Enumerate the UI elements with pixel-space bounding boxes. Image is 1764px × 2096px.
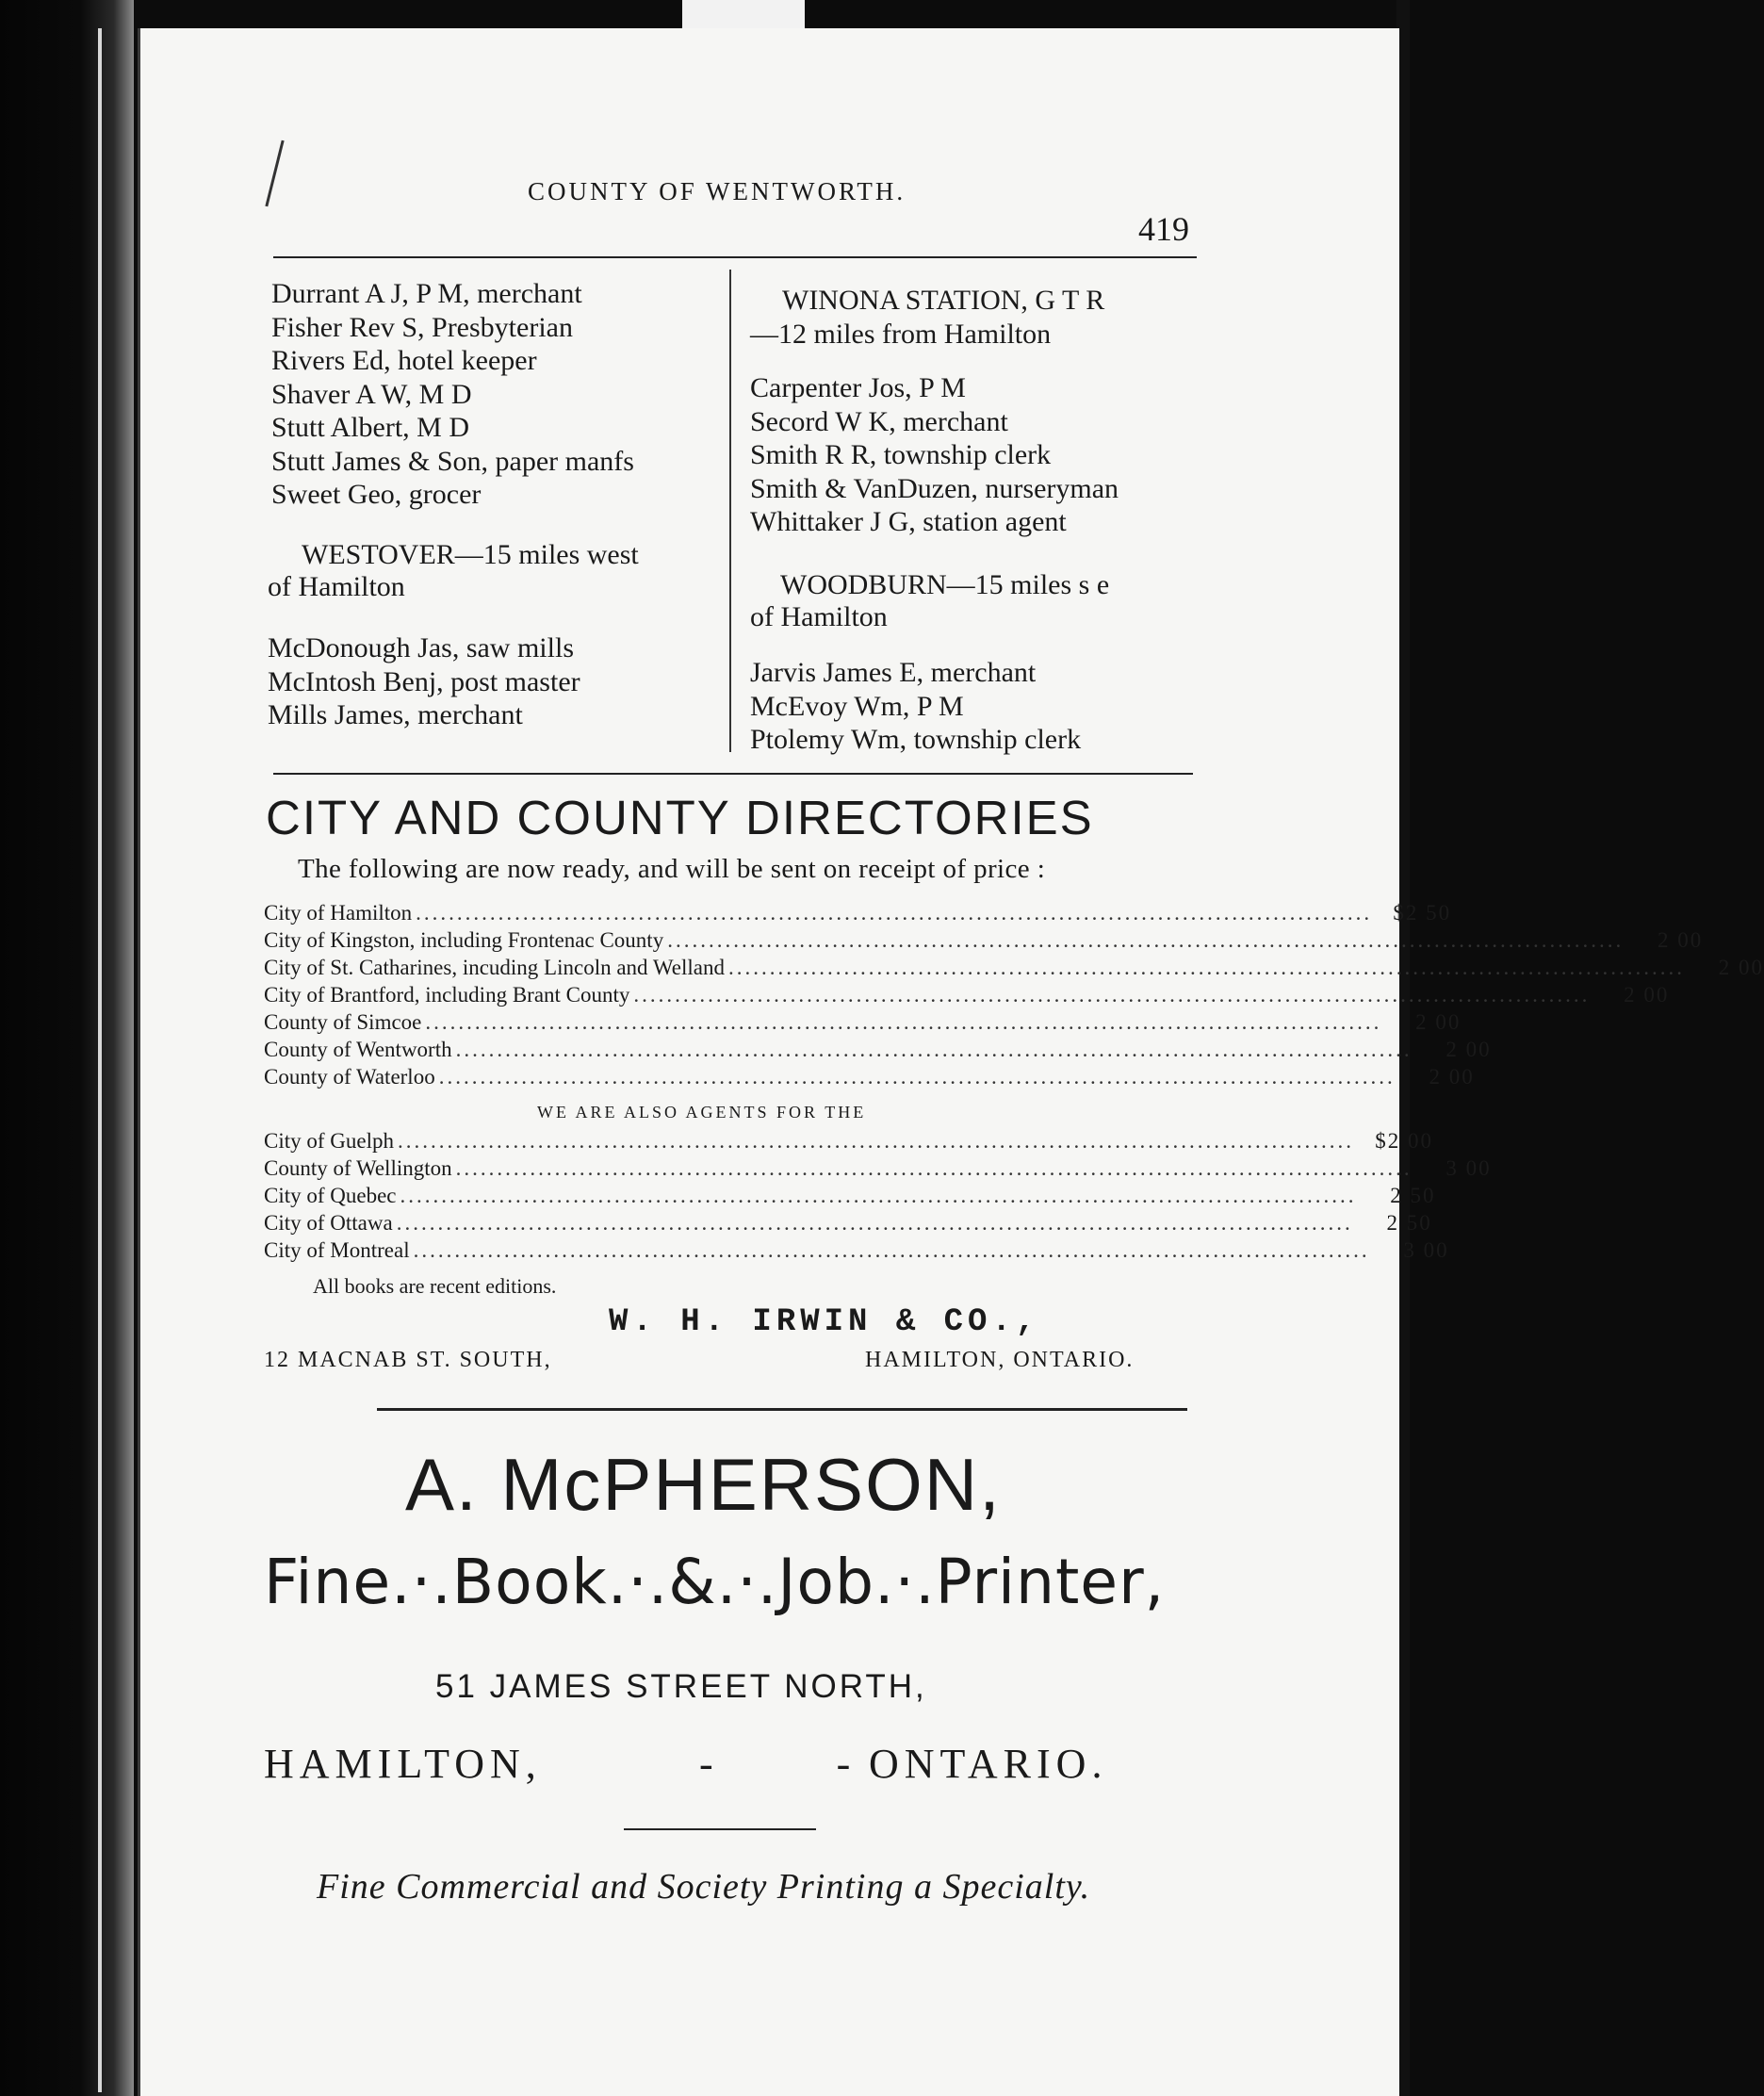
directory-name: City of Quebec [264,1184,397,1207]
directory-price: 2 50 [1386,1211,1432,1235]
directory-name: City of Brantford, including Brant County [264,983,630,1007]
westover-heading-cont: of Hamilton [268,571,405,602]
listing-entry: Ptolemy Wm, township clerk [750,724,1082,755]
directory-name: City of Hamilton [264,901,413,925]
listing-entry: Mills James, merchant [268,699,523,730]
westover-listings [268,631,580,732]
listing-entry: Smith & VanDuzen, nurseryman [750,472,1119,504]
agents-heading: WE ARE ALSO AGENTS FOR THE [537,1103,867,1122]
leader-dots: .................................................................................................................... [455,1156,1413,1180]
price-row [264,1010,1462,1038]
listing-entry: McDonough Jas, saw mills [268,632,574,663]
leader-dots: .................................................................................................................... [455,1038,1413,1061]
winona-heading: WINONA STATION, G T R [782,285,1105,316]
column-divider [729,270,731,752]
directory-name: County of Simcoe [264,1010,422,1034]
directory-name: City of Montreal [264,1238,410,1262]
directory-name: County of Waterloo [264,1065,435,1089]
printer-specialty: Fine Commercial and Society Printing a Specialty. [317,1867,1091,1907]
directory-name: City of Kingston, including Frontenac County [264,928,664,952]
directories-intro: The following are now ready, and will be sent on receipt of price : [298,854,1046,884]
directory-price: 2 00 [1446,1038,1492,1061]
printer-province: ONTARIO. [869,1741,1108,1787]
price-row [264,928,1704,956]
printer-dashes: - - [699,1741,907,1787]
listing-entry: Shaver A W, M D [271,378,472,410]
directory-price: 2 00 [1718,956,1764,979]
scan-edge-line [98,28,102,2092]
listing-entry: McEvoy Wm, P M [750,690,964,722]
leader-dots: .................................................................................................................... [438,1065,1396,1089]
publisher-city: HAMILTON, ONTARIO. [865,1348,1135,1372]
directory-price: 2 50 [1390,1184,1436,1207]
directory-price: 2 00 [1657,928,1704,952]
listing-entry: Secord W K, merchant [750,405,1008,437]
directory-name: County of Wellington [264,1156,452,1180]
leader-dots: .................................................................................................................... [727,956,1685,979]
price-row [264,1038,1492,1065]
listing-entry: Durrant A J, P M, merchant [271,278,582,309]
listing-entry: Sweet Geo, grocer [271,479,482,510]
listing-entry: Smith R R, township clerk [750,439,1052,470]
printer-tagline: Fine.·.Book.·.&.·.Job.·.Printer, [264,1546,1166,1618]
woodburn-listings [750,656,1081,757]
agents-price-list [264,1129,1492,1266]
directory-price: 2 00 [1415,1010,1462,1034]
woodburn-heading-cont: of Hamilton [750,601,888,632]
price-row [264,901,1452,928]
directory-name: City of Guelph [264,1129,394,1153]
publisher-name: W. H. IRWIN & CO., [609,1304,1040,1340]
ad-rule [377,1408,1187,1411]
listing-entry: Stutt Albert, M D [271,412,470,443]
short-rule [624,1828,816,1830]
listing-entry: Carpenter Jos, P M [750,372,966,403]
directories-title: CITY AND COUNTY DIRECTORIES [266,791,1094,844]
price-row [264,1129,1433,1156]
winona-listings [750,371,1119,539]
directory-name: City of St. Catharines, incuding Lincoln and Welland [264,956,725,979]
directory-price: 2 00 [1429,1065,1475,1089]
listing-entry: Stutt James & Son, paper manfs [271,445,634,477]
price-row [264,983,1670,1010]
woodburn-heading: WOODBURN—15 miles s e [780,569,1110,600]
listing-entry: Whittaker J G, station agent [750,506,1067,537]
leader-dots: .................................................................................................................... [633,983,1591,1007]
directory-price: 2 00 [1624,983,1670,1007]
price-row [264,956,1764,983]
directory-price: $2 00 [1375,1129,1433,1153]
leader-dots: .................................................................................................................... [396,1211,1353,1235]
price-row [264,1156,1492,1184]
listing-entry: McIntosh Benj, post master [268,665,580,697]
directory-name: County of Wentworth [264,1038,452,1061]
leader-dots: .................................................................................................................... [425,1010,1382,1034]
ready-price-list [264,901,1764,1092]
printer-city: HAMILTON, [264,1741,542,1787]
price-row [264,1065,1475,1092]
price-row [264,1238,1449,1266]
scan-left-margin [0,0,134,2096]
editions-note: All books are recent editions. [313,1274,557,1298]
directory-price: 3 00 [1403,1238,1449,1262]
directory-price: $2 50 [1393,901,1452,925]
leader-dots: .................................................................................................................... [667,928,1625,952]
left-listings [271,277,634,512]
leader-dots: .................................................................................................................... [413,1238,1370,1262]
directory-name: City of Ottawa [264,1211,393,1235]
listing-entry: Jarvis James E, merchant [750,657,1037,688]
publisher-street: 12 MACNAB ST. SOUTH, [264,1348,552,1372]
leader-dots: .................................................................................................................... [400,1184,1357,1207]
price-row [264,1184,1436,1211]
winona-heading-cont: —12 miles from Hamilton [750,319,1052,350]
leader-dots: .................................................................................................................... [416,901,1373,925]
section-rule [273,773,1193,775]
page-number: 419 [1138,210,1189,248]
running-head: COUNTY OF WENTWORTH. [528,177,906,205]
price-row [264,1211,1432,1238]
directory-price: 3 00 [1446,1156,1492,1180]
westover-heading: WESTOVER—15 miles west [302,539,639,570]
leader-dots: .................................................................................................................... [398,1129,1354,1153]
header-rule [273,256,1197,258]
listing-entry: Rivers Ed, hotel keeper [271,345,537,376]
scan-top-gap [682,0,805,28]
printer-name: A. McPHERSON, [405,1443,1002,1526]
listing-entry: Fisher Rev S, Presbyterian [271,311,573,343]
printer-street: 51 JAMES STREET NORTH, [435,1668,927,1705]
